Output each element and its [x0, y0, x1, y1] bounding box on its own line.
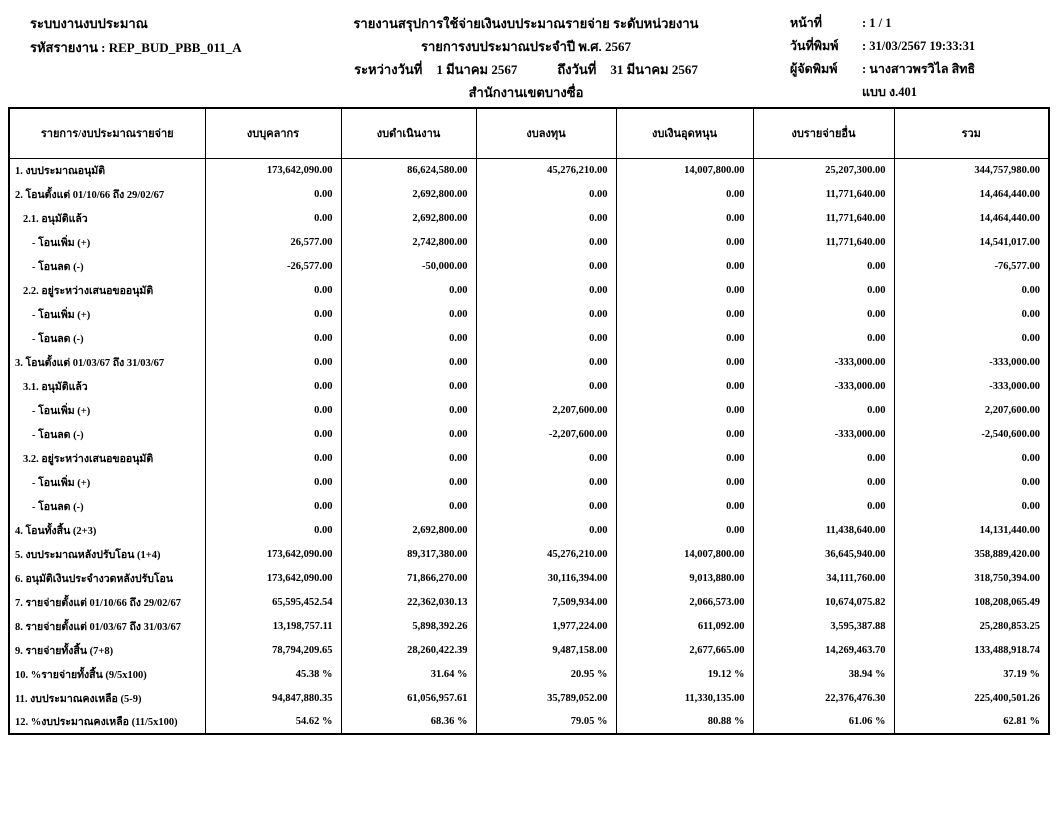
row-value: 45,276,210.00 — [476, 542, 616, 566]
row-value: -2,540,600.00 — [894, 422, 1049, 446]
row-value: 318,750,394.00 — [894, 566, 1049, 590]
row-label: 6. อนุมัติเงินประจำงวดหลังปรับโอน — [9, 566, 205, 590]
row-value: 2,066,573.00 — [616, 590, 753, 614]
row-value: 14,007,800.00 — [616, 158, 753, 182]
form-code: แบบ ง.401 — [862, 85, 918, 99]
row-label: 3. โอนตั้งแต่ 01/03/67 ถึง 31/03/67 — [9, 350, 205, 374]
row-value: 80.88 % — [616, 710, 753, 734]
row-label: - โอนลด (-) — [9, 422, 205, 446]
row-value: 0.00 — [476, 230, 616, 254]
row-value: -333,000.00 — [753, 374, 894, 398]
row-value: 0.00 — [894, 302, 1049, 326]
row-label: - โอนเพิ่ม (+) — [9, 302, 205, 326]
column-header: รายการ/งบประมาณรายจ่าย — [9, 108, 205, 158]
row-value: 133,488,918.74 — [894, 638, 1049, 662]
row-value: 30,116,394.00 — [476, 566, 616, 590]
row-value: 61,056,957.61 — [341, 686, 476, 710]
row-value: 14,464,440.00 — [894, 182, 1049, 206]
row-value: 2,692,800.00 — [341, 518, 476, 542]
row-value: 611,092.00 — [616, 614, 753, 638]
table-row — [9, 422, 1049, 446]
row-value: 0.00 — [616, 278, 753, 302]
column-header: งบรายจ่ายอื่น — [753, 108, 894, 158]
row-value: 86,624,580.00 — [341, 158, 476, 182]
row-value: 0.00 — [205, 374, 341, 398]
range-label: ระหว่างวันที่ — [354, 62, 423, 77]
row-value: 0.00 — [205, 422, 341, 446]
row-value: 54.62 % — [205, 710, 341, 734]
page-value: : 1 / 1 — [862, 16, 892, 30]
table-row — [9, 494, 1049, 518]
row-value: 0.00 — [476, 518, 616, 542]
row-label: 4. โอนทั้งสิ้น (2+3) — [9, 518, 205, 542]
row-value: 38.94 % — [753, 662, 894, 686]
table-row — [9, 614, 1049, 638]
page-label: หน้าที่ — [790, 16, 823, 30]
row-value: 89,317,380.00 — [341, 542, 476, 566]
row-value: 0.00 — [894, 326, 1049, 350]
row-value: 0.00 — [476, 302, 616, 326]
row-value: 13,198,757.11 — [205, 614, 341, 638]
row-label: - โอนลด (-) — [9, 326, 205, 350]
report-header — [0, 8, 1056, 104]
table-row — [9, 566, 1049, 590]
row-value: 0.00 — [616, 446, 753, 470]
row-value: 10,674,075.82 — [753, 590, 894, 614]
row-value: 2,692,800.00 — [341, 182, 476, 206]
row-value: 45,276,210.00 — [476, 158, 616, 182]
row-value: 0.00 — [341, 350, 476, 374]
row-value: 34,111,760.00 — [753, 566, 894, 590]
row-value: 2,742,800.00 — [341, 230, 476, 254]
row-value: 68.36 % — [341, 710, 476, 734]
row-value: 78,794,209.65 — [205, 638, 341, 662]
row-value: 0.00 — [476, 494, 616, 518]
row-value: 31.64 % — [341, 662, 476, 686]
row-value: 11,771,640.00 — [753, 230, 894, 254]
row-value: -76,577.00 — [894, 254, 1049, 278]
org-name: สำนักงานเขตบางซื่อ — [468, 85, 584, 100]
row-value: 0.00 — [341, 398, 476, 422]
row-value: 22,362,030.13 — [341, 590, 476, 614]
row-value: 0.00 — [616, 206, 753, 230]
printer-line — [790, 58, 975, 81]
row-value: 0.00 — [753, 398, 894, 422]
row-value: 0.00 — [894, 278, 1049, 302]
row-value: 0.00 — [894, 446, 1049, 470]
row-value: 0.00 — [476, 326, 616, 350]
row-value: -50,000.00 — [341, 254, 476, 278]
row-value: 0.00 — [341, 470, 476, 494]
row-value: 0.00 — [616, 494, 753, 518]
row-label: - โอนเพิ่ม (+) — [9, 230, 205, 254]
range-start-date: 1 มีนาคม 2567 — [436, 62, 518, 77]
row-value: 0.00 — [476, 446, 616, 470]
date-range — [256, 58, 796, 81]
report-title: รายงานสรุปการใช้จ่ายเงินงบประมาณรายจ่าย ระดับหน่วยงาน — [353, 16, 699, 31]
row-value: 3,595,387.88 — [753, 614, 894, 638]
row-value: 0.00 — [476, 470, 616, 494]
row-label: 2. โอนตั้งแต่ 01/10/66 ถึง 29/02/67 — [9, 182, 205, 206]
table-row — [9, 686, 1049, 710]
row-label: 10. %รายจ่ายทั้งสิ้น (9/5x100) — [9, 662, 205, 686]
row-value: 2,207,600.00 — [476, 398, 616, 422]
row-value: 0.00 — [894, 470, 1049, 494]
row-value: 0.00 — [894, 494, 1049, 518]
row-value: -333,000.00 — [894, 374, 1049, 398]
row-value: 14,131,440.00 — [894, 518, 1049, 542]
printer-label: ผู้จัดพิมพ์ — [790, 62, 838, 76]
table-row — [9, 374, 1049, 398]
table-row — [9, 542, 1049, 566]
row-value: 25,207,300.00 — [753, 158, 894, 182]
table-header-row — [9, 108, 1049, 158]
row-value: 11,438,640.00 — [753, 518, 894, 542]
row-value: 0.00 — [616, 518, 753, 542]
row-label: 8. รายจ่ายตั้งแต่ 01/03/67 ถึง 31/03/67 — [9, 614, 205, 638]
row-value: 0.00 — [341, 422, 476, 446]
row-value: 0.00 — [616, 254, 753, 278]
row-value: 11,771,640.00 — [753, 182, 894, 206]
row-label: - โอนเพิ่ม (+) — [9, 470, 205, 494]
row-value: 0.00 — [205, 518, 341, 542]
row-value: 0.00 — [753, 302, 894, 326]
table-row — [9, 158, 1049, 182]
column-header: งบบุคลากร — [205, 108, 341, 158]
row-value: 2,207,600.00 — [894, 398, 1049, 422]
row-value: 0.00 — [205, 278, 341, 302]
row-value: 14,007,800.00 — [616, 542, 753, 566]
table-row — [9, 278, 1049, 302]
header-center — [256, 12, 796, 104]
row-value: 0.00 — [341, 494, 476, 518]
row-label: 5. งบประมาณหลังปรับโอน (1+4) — [9, 542, 205, 566]
row-value: 79.05 % — [476, 710, 616, 734]
column-header: งบดำเนินงาน — [341, 108, 476, 158]
row-value: -2,207,600.00 — [476, 422, 616, 446]
row-value: 9,013,880.00 — [616, 566, 753, 590]
row-value: 0.00 — [205, 206, 341, 230]
row-value: 0.00 — [476, 350, 616, 374]
row-value: 0.00 — [616, 374, 753, 398]
report-subtitle: รายการงบประมาณประจำปี พ.ศ. 2567 — [420, 39, 631, 54]
row-label: 12. %งบประมาณคงเหลือ (11/5x100) — [9, 710, 205, 734]
row-label: 2.2. อยู่ระหว่างเสนอขออนุมัติ — [9, 278, 205, 302]
table-row — [9, 710, 1049, 734]
range-end-date: 31 มีนาคม 2567 — [610, 62, 698, 77]
table-row — [9, 638, 1049, 662]
print-date-line — [790, 35, 975, 58]
row-value: 0.00 — [341, 374, 476, 398]
row-value: 62.81 % — [894, 710, 1049, 734]
range-to-label: ถึงวันที่ — [557, 62, 597, 77]
row-value: 0.00 — [616, 470, 753, 494]
row-value: 0.00 — [341, 446, 476, 470]
row-value: 14,541,017.00 — [894, 230, 1049, 254]
row-value: 11,771,640.00 — [753, 206, 894, 230]
row-label: 1. งบประมาณอนุมัติ — [9, 158, 205, 182]
row-value: 0.00 — [616, 398, 753, 422]
row-value: 0.00 — [476, 278, 616, 302]
row-value: 5,898,392.26 — [341, 614, 476, 638]
table-body — [9, 158, 1049, 734]
row-value: 173,642,090.00 — [205, 542, 341, 566]
row-value: 0.00 — [205, 326, 341, 350]
row-value: 0.00 — [476, 206, 616, 230]
row-value: 2,677,665.00 — [616, 638, 753, 662]
header-right — [790, 12, 975, 104]
row-value: 35,789,052.00 — [476, 686, 616, 710]
row-value: 0.00 — [205, 182, 341, 206]
table-row — [9, 590, 1049, 614]
row-value: 0.00 — [205, 494, 341, 518]
row-value: 19.12 % — [616, 662, 753, 686]
table-row — [9, 230, 1049, 254]
row-value: 0.00 — [753, 494, 894, 518]
row-value: 344,757,980.00 — [894, 158, 1049, 182]
report-code: รหัสรายงาน : REP_BUD_PBB_011_A — [30, 40, 242, 55]
row-value: 0.00 — [616, 422, 753, 446]
row-value: 0.00 — [341, 278, 476, 302]
budget-summary-table — [8, 107, 1050, 735]
row-label: 11. งบประมาณคงเหลือ (5-9) — [9, 686, 205, 710]
row-value: 0.00 — [205, 446, 341, 470]
row-label: - โอนลด (-) — [9, 254, 205, 278]
row-label: 9. รายจ่ายทั้งสิ้น (7+8) — [9, 638, 205, 662]
row-value: -333,000.00 — [753, 422, 894, 446]
table-row — [9, 206, 1049, 230]
row-value: 0.00 — [341, 326, 476, 350]
row-value: 94,847,880.35 — [205, 686, 341, 710]
row-value: 0.00 — [476, 254, 616, 278]
row-value: 2,692,800.00 — [341, 206, 476, 230]
row-value: 20.95 % — [476, 662, 616, 686]
row-value: 0.00 — [476, 182, 616, 206]
header-left — [30, 12, 242, 60]
row-value: 14,269,463.70 — [753, 638, 894, 662]
row-value: -333,000.00 — [894, 350, 1049, 374]
row-label: 3.1. อนุมัติแล้ว — [9, 374, 205, 398]
table-row — [9, 182, 1049, 206]
row-value: 358,889,420.00 — [894, 542, 1049, 566]
row-label: 3.2. อยู่ระหว่างเสนอขออนุมัติ — [9, 446, 205, 470]
row-value: 1,977,224.00 — [476, 614, 616, 638]
row-label: - โอนเพิ่ม (+) — [9, 398, 205, 422]
table-row — [9, 398, 1049, 422]
row-value: 0.00 — [616, 182, 753, 206]
row-value: 14,464,440.00 — [894, 206, 1049, 230]
printer-value: : นางสาวพรวิไล สิทธิ — [862, 62, 976, 76]
row-value: 173,642,090.00 — [205, 566, 341, 590]
row-label: 7. รายจ่ายตั้งแต่ 01/10/66 ถึง 29/02/67 — [9, 590, 205, 614]
table-row — [9, 470, 1049, 494]
page-number-line — [790, 12, 975, 35]
row-value: 0.00 — [616, 302, 753, 326]
table-row — [9, 350, 1049, 374]
row-value: 173,642,090.00 — [205, 158, 341, 182]
row-value: 71,866,270.00 — [341, 566, 476, 590]
table-row — [9, 446, 1049, 470]
row-value: 225,400,501.26 — [894, 686, 1049, 710]
row-value: 0.00 — [616, 326, 753, 350]
column-header: รวม — [894, 108, 1049, 158]
row-value: 0.00 — [753, 278, 894, 302]
print-date-value: : 31/03/2567 19:33:31 — [862, 39, 976, 53]
table-row — [9, 518, 1049, 542]
column-header: งบเงินอุดหนุน — [616, 108, 753, 158]
row-value: 61.06 % — [753, 710, 894, 734]
row-value: 36,645,940.00 — [753, 542, 894, 566]
row-value: 11,330,135.00 — [616, 686, 753, 710]
system-name: ระบบงานงบประมาณ — [30, 16, 148, 31]
row-value: 26,577.00 — [205, 230, 341, 254]
table-row — [9, 302, 1049, 326]
column-header: งบลงทุน — [476, 108, 616, 158]
row-value: 7,509,934.00 — [476, 590, 616, 614]
row-value: 45.38 % — [205, 662, 341, 686]
row-value: 25,280,853.25 — [894, 614, 1049, 638]
row-label: 2.1. อนุมัติแล้ว — [9, 206, 205, 230]
row-value: 0.00 — [753, 446, 894, 470]
row-value: 0.00 — [205, 398, 341, 422]
row-value: 28,260,422.39 — [341, 638, 476, 662]
row-value: 0.00 — [616, 350, 753, 374]
row-value: 0.00 — [616, 230, 753, 254]
print-date-label: วันที่พิมพ์ — [790, 39, 839, 53]
row-value: 0.00 — [341, 302, 476, 326]
table-row — [9, 326, 1049, 350]
row-value: 0.00 — [205, 470, 341, 494]
table-row — [9, 254, 1049, 278]
row-value: 0.00 — [753, 254, 894, 278]
row-value: 0.00 — [205, 302, 341, 326]
table-row — [9, 662, 1049, 686]
row-value: 37.19 % — [894, 662, 1049, 686]
row-value: 22,376,476.30 — [753, 686, 894, 710]
row-value: -26,577.00 — [205, 254, 341, 278]
row-value: 65,595,452.54 — [205, 590, 341, 614]
row-value: 0.00 — [205, 350, 341, 374]
row-label: - โอนลด (-) — [9, 494, 205, 518]
row-value: 0.00 — [753, 470, 894, 494]
row-value: 0.00 — [476, 374, 616, 398]
row-value: 108,208,065.49 — [894, 590, 1049, 614]
row-value: 9,487,158.00 — [476, 638, 616, 662]
row-value: -333,000.00 — [753, 350, 894, 374]
row-value: 0.00 — [753, 326, 894, 350]
